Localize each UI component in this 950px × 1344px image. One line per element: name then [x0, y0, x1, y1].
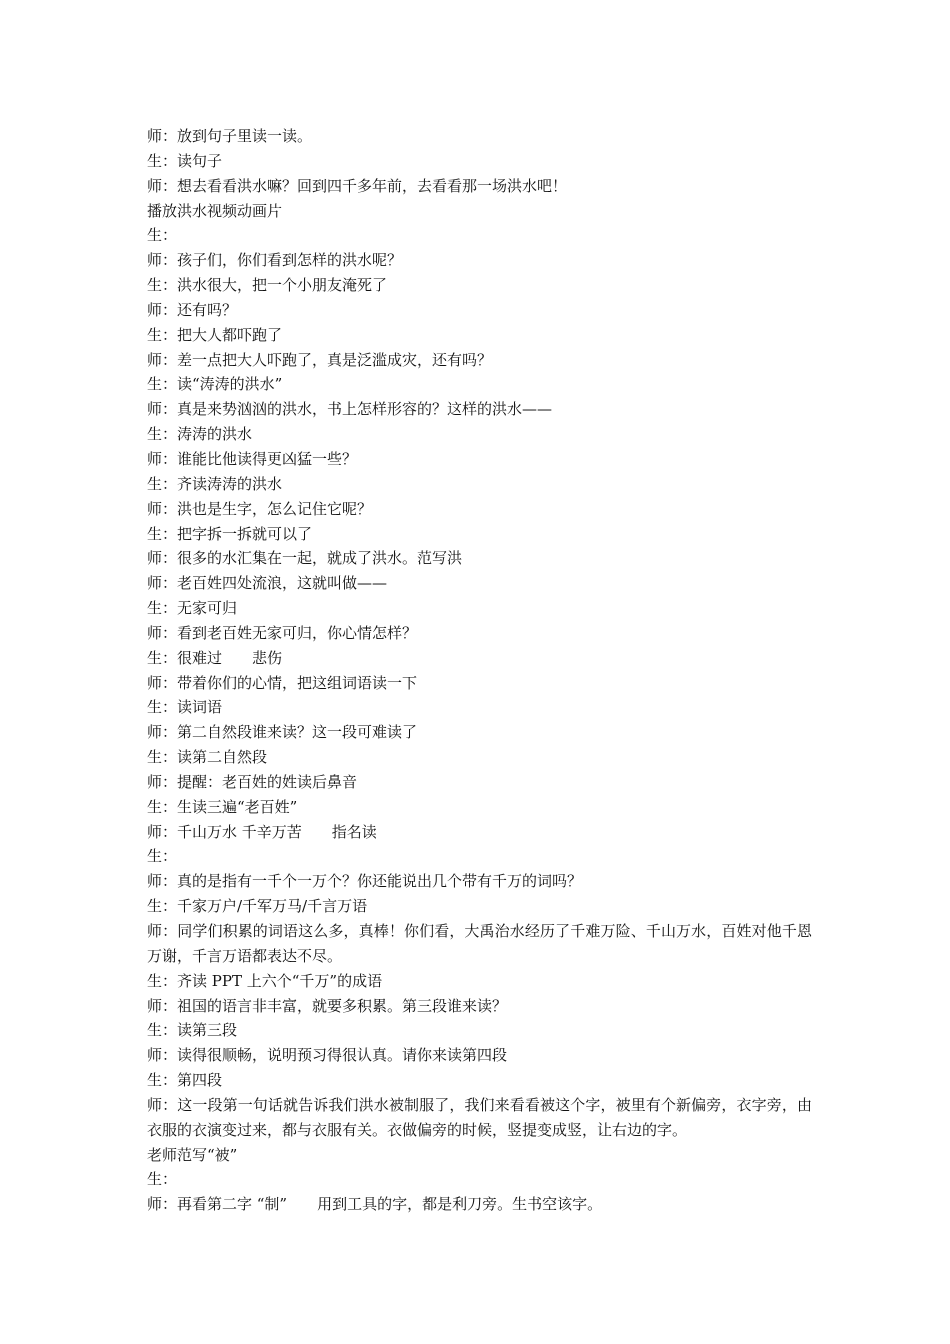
- transcript-line: 师：放到句子里读一读。: [147, 127, 313, 145]
- transcript-line: 师：很多的水汇集在一起，就成了洪水。范写洪: [147, 549, 463, 568]
- transcript-line: 生：很难过 悲伤: [147, 648, 283, 667]
- transcript-line: 师：谁能比他读得更凶猛一些？: [147, 449, 358, 468]
- transcript-line: 生：: [147, 226, 178, 245]
- transcript-paragraph: 师：这一段第一句话就告诉我们洪水被制服了，我们来看看被这个字，被里有个新偏旁，衣字旁，由衣服的衣演变过来，都与衣服有关。衣做偏旁的时候，竖提变成竖，让右边的字。: [147, 1095, 812, 1139]
- transcript-line: 师：提醒：老百姓的姓读后鼻音: [147, 772, 358, 791]
- transcript-line: 生：千家万户/千军万马/千言万语: [147, 897, 368, 916]
- transcript-line: 师：真是来势汹汹的洪水，书上怎样形容的？这样的洪水——: [147, 400, 553, 419]
- transcript-line: 生：读第二自然段: [147, 748, 268, 767]
- transcript-line: 生：把大人都吓跑了: [147, 325, 283, 344]
- transcript-line: 生：: [147, 1170, 178, 1189]
- transcript-line: 师：再看第二字 “制” 用到工具的字，都是利刀旁。生书空该字。: [147, 1195, 603, 1214]
- transcript-line: 生：读词语: [147, 698, 223, 717]
- transcript-line: 师：差一点把大人吓跑了，真是泛滥成灾，还有吗？: [147, 350, 493, 369]
- transcript-line: 师：祖国的语言非丰富，就要多积累。第三段谁来读？: [147, 996, 508, 1015]
- transcript-line: 生：读第三段: [147, 1021, 238, 1040]
- transcript-line: 生：: [147, 847, 178, 866]
- transcript-line: 生：读句子: [147, 151, 223, 170]
- transcript-line: 生：涛涛的洪水: [147, 425, 253, 444]
- transcript-line: 师：想去看看洪水嘛？回到四千多年前，去看看那一场洪水吧！: [147, 176, 568, 195]
- transcript-line: 师：真的是指有一千个一万个？你还能说出几个带有千万的词吗？: [147, 872, 583, 891]
- transcript-line: 师：读得很顺畅，说明预习得很认真。请你来读第四段: [147, 1046, 508, 1065]
- transcript-line: 生：读“涛涛的洪水”: [147, 375, 283, 394]
- transcript-line: 师：老百姓四处流浪，这就叫做——: [147, 574, 388, 593]
- transcript-line: 生：齐读涛涛的洪水: [147, 474, 283, 493]
- transcript-line: 老师范写“被”: [147, 1145, 238, 1164]
- transcript-line: 生：第四段: [147, 1071, 223, 1090]
- transcript-line: 生：洪水很大，把一个小朋友淹死了: [147, 276, 388, 295]
- transcript-line: 师：千山万水 千辛万苦 指名读: [147, 822, 377, 841]
- transcript-line: 师：洪也是生字，怎么记住它呢？: [147, 499, 373, 518]
- lesson-transcript: [147, 124, 812, 1217]
- transcript-line: 生：生读三遍“老百姓”: [147, 797, 298, 816]
- transcript-line: 师：第二自然段谁来读？这一段可难读了: [147, 723, 418, 742]
- transcript-paragraph: 师：同学们积累的词语这么多，真棒！你们看，大禹治水经历了千难万险、千山万水，百姓对他千恩万谢，千言万语都表达不尽。: [147, 922, 812, 965]
- transcript-line: 播放洪水视频动画片: [147, 201, 283, 220]
- transcript-line: 师：孩子们，你们看到怎样的洪水呢？: [147, 251, 403, 270]
- transcript-line: 师：看到老百姓无家可归，你心情怎样？: [147, 623, 418, 642]
- transcript-line: 师：还有吗？: [147, 300, 238, 319]
- transcript-line: 生：齐读 PPT 上六个“千万”的成语: [147, 971, 383, 990]
- transcript-line: 师：带着你们的心情，把这组词语读一下: [147, 673, 418, 692]
- transcript-line: 生：无家可归: [147, 599, 238, 618]
- transcript-line: 生：把字拆一拆就可以了: [147, 524, 313, 543]
